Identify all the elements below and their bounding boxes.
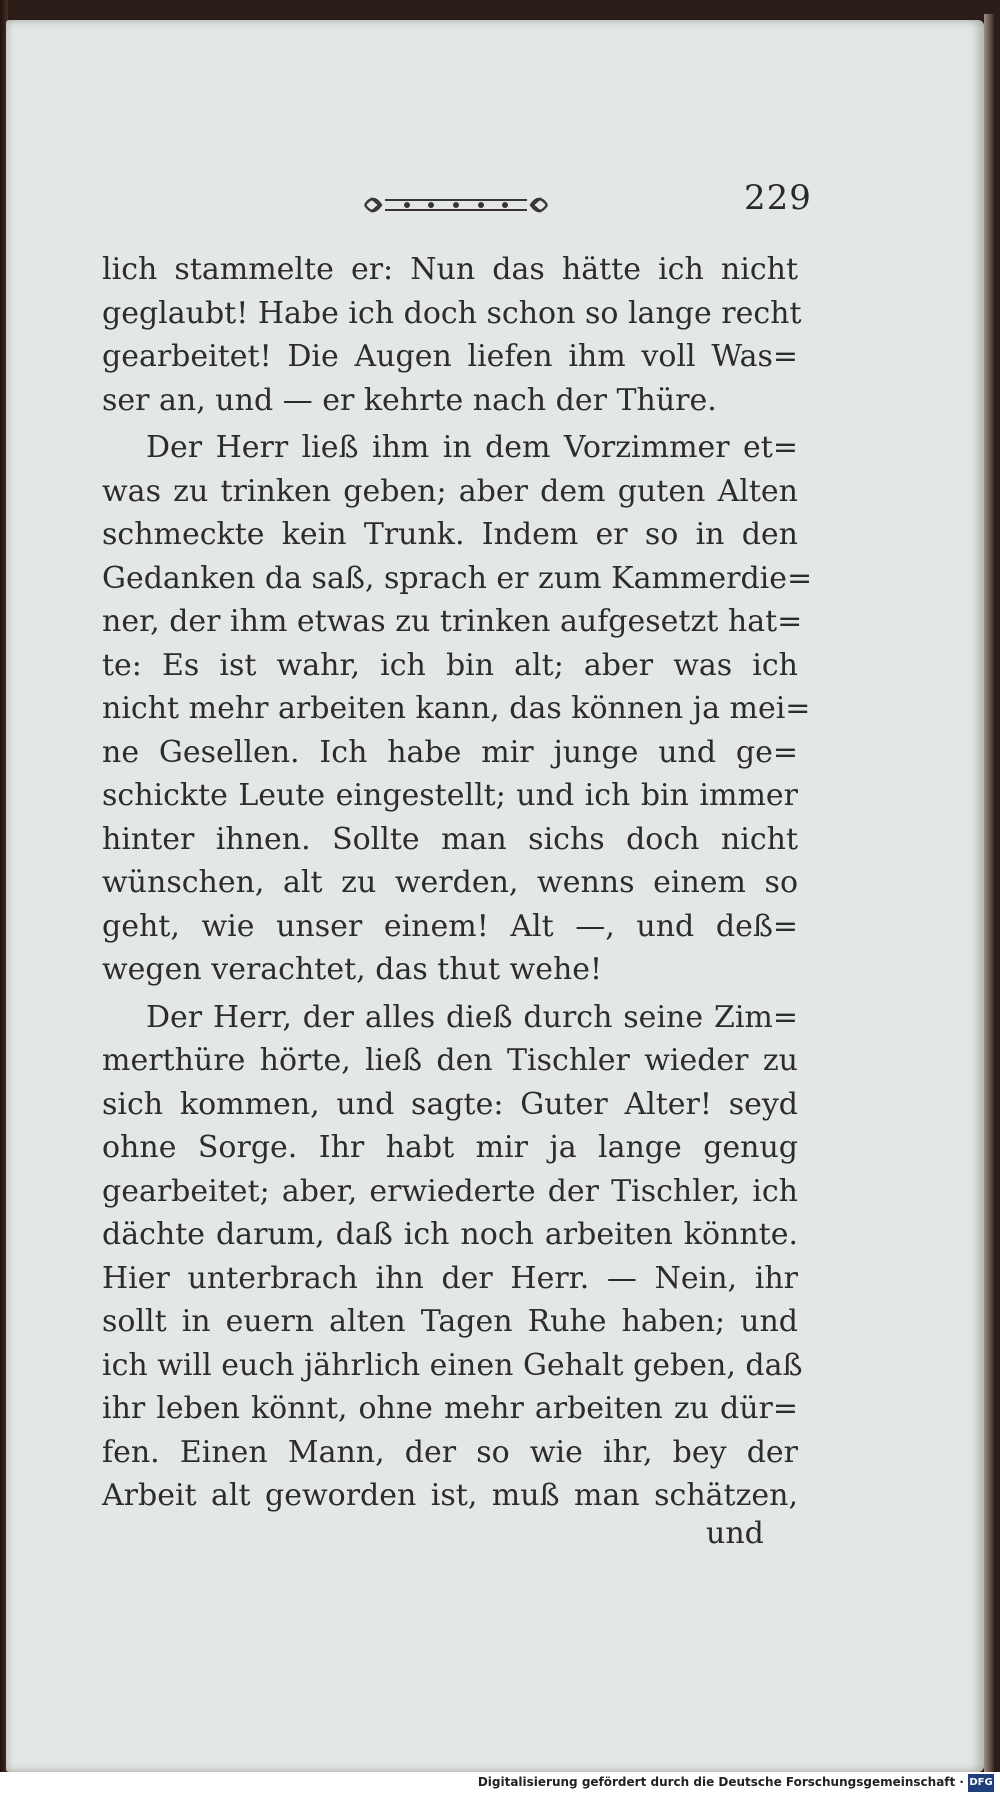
text-line: schmeckte kein Trunk. Indem er so in den [102, 517, 798, 552]
digitization-footer [0, 1772, 1000, 1795]
text-line: ser an, und — er kehrte nach der Thüre. [102, 382, 717, 418]
text-line: dächte darum, daß ich noch arbeiten könnte. [102, 1217, 798, 1252]
paragraph-1 [102, 248, 802, 422]
text-line: geht, wie unser einem! Alt —, und deß= [102, 908, 798, 944]
paragraph-3 [102, 996, 803, 1518]
text-line: Der Herr ließ ihm in dem Vorzimmer et= [146, 430, 798, 465]
text-line: Arbeit alt geworden ist, muß man schätzen, [102, 1478, 798, 1513]
text-line: ne Gesellen. Ich habe mir junge und ge= [102, 734, 798, 770]
page-edge [984, 14, 994, 1776]
text-line: gearbeitet; aber, erwiederte der Tischler, ich [102, 1173, 798, 1209]
text-line: ich will euch jährlich einen Gehalt geben, daß [102, 1347, 803, 1383]
body-text [102, 248, 813, 1518]
text-line: wünschen, alt zu werden, wenns einem so [102, 865, 798, 900]
text-line: Gedanken da saß, sprach er zum Kammerdie= [102, 560, 813, 596]
text-line: geglaubt! Habe ich doch schon so lange recht [102, 295, 802, 331]
dfg-logo-icon: DFG [968, 1774, 994, 1792]
catchword: und [706, 1516, 764, 1551]
text-line: gearbeitet! Die Augen liefen ihm voll Was= [102, 339, 798, 374]
text-line: sich kommen, und sagte: Guter Alter! seyd [102, 1086, 798, 1122]
text-line: fen. Einen Mann, der so wie ihr, bey der [102, 1434, 798, 1470]
text-line: ohne Sorge. Ihr habt mir ja lange genug [102, 1130, 798, 1165]
text-line: nicht mehr arbeiten kann, das können ja mei= [102, 691, 811, 726]
text-line: sollt in euern alten Tagen Ruhe haben; und [102, 1304, 798, 1339]
page-number: 229 [744, 178, 812, 218]
funding-credit: Digitalisierung gefördert durch die Deutsche Forschungsgemeinschaft · [477, 1775, 964, 1789]
text-line: schickte Leute eingestellt; und ich bin immer [102, 778, 798, 813]
text-line: ner, der ihm etwas zu trinken aufgesetzt hat= [102, 604, 803, 639]
text-line: wegen verachtet, das thut wehe! [102, 952, 603, 987]
text-line: hinter ihnen. Sollte man sichs doch nicht [102, 821, 798, 857]
text-line: ihr leben könnt, ohne mehr arbeiten zu dür= [102, 1391, 798, 1426]
text-line: merthüre hörte, ließ den Tischler wieder zu [102, 1043, 798, 1078]
decorative-header-rule-icon [361, 190, 551, 220]
page-header [6, 178, 984, 228]
book-page [6, 20, 984, 1772]
text-line: te: Es ist wahr, ich bin alt; aber was ich [102, 647, 798, 683]
text-line: Der Herr, der alles dieß durch seine Zim= [146, 999, 798, 1035]
paragraph-2 [102, 426, 813, 992]
text-line: was zu trinken geben; aber dem guten Alten [102, 473, 798, 509]
text-line: Hier unterbrach ihn der Herr. — Nein, ihr [102, 1260, 798, 1296]
text-line: lich stammelte er: Nun das hätte ich nicht [102, 252, 798, 287]
